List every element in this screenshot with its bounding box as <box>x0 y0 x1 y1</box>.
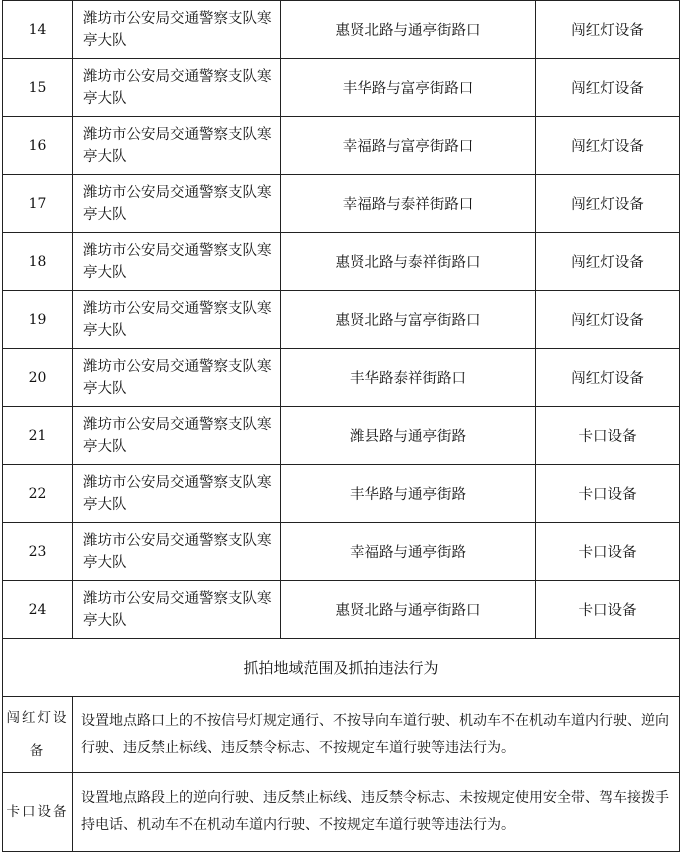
row-number: 19 <box>3 291 73 349</box>
enforcement-device-table <box>2 0 680 852</box>
row-number: 14 <box>3 1 73 59</box>
row-device: 闯红灯设备 <box>536 175 680 233</box>
section-title: 抓拍地域范围及抓拍违法行为 <box>3 639 680 697</box>
row-device: 卡口设备 <box>536 407 680 465</box>
section-header-row <box>3 639 680 697</box>
row-location: 丰华路与通亭街路 <box>281 465 536 523</box>
row-device: 卡口设备 <box>536 523 680 581</box>
row-location: 惠贤北路与富亭街路口 <box>281 291 536 349</box>
row-number: 23 <box>3 523 73 581</box>
device-rows <box>3 1 680 639</box>
row-number: 22 <box>3 465 73 523</box>
table-row <box>3 233 680 291</box>
table-row <box>3 349 680 407</box>
row-number: 20 <box>3 349 73 407</box>
description-label: 卡口设备 <box>3 773 73 852</box>
description-label: 闯红灯设备 <box>3 697 73 773</box>
row-device: 闯红灯设备 <box>536 233 680 291</box>
row-device: 闯红灯设备 <box>536 349 680 407</box>
row-unit: 潍坊市公安局交通警察支队寒亭大队 <box>73 291 281 349</box>
row-location: 幸福路与富亭街路口 <box>281 117 536 175</box>
table-row <box>3 407 680 465</box>
row-number: 21 <box>3 407 73 465</box>
row-location: 惠贤北路与泰祥街路口 <box>281 233 536 291</box>
row-location: 幸福路与通亭街路 <box>281 523 536 581</box>
row-unit: 潍坊市公安局交通警察支队寒亭大队 <box>73 523 281 581</box>
description-row <box>3 773 680 852</box>
row-device: 卡口设备 <box>536 581 680 639</box>
row-unit: 潍坊市公安局交通警察支队寒亭大队 <box>73 233 281 291</box>
table-row <box>3 465 680 523</box>
row-number: 24 <box>3 581 73 639</box>
table-row <box>3 59 680 117</box>
row-unit: 潍坊市公安局交通警察支队寒亭大队 <box>73 465 281 523</box>
row-number: 18 <box>3 233 73 291</box>
row-location: 丰华路泰祥街路口 <box>281 349 536 407</box>
row-unit: 潍坊市公安局交通警察支队寒亭大队 <box>73 175 281 233</box>
row-location: 潍县路与通亭街路 <box>281 407 536 465</box>
table-row <box>3 1 680 59</box>
row-device: 闯红灯设备 <box>536 117 680 175</box>
table-row <box>3 581 680 639</box>
row-device: 闯红灯设备 <box>536 1 680 59</box>
row-device: 闯红灯设备 <box>536 59 680 117</box>
row-number: 17 <box>3 175 73 233</box>
row-unit: 潍坊市公安局交通警察支队寒亭大队 <box>73 117 281 175</box>
description-text: 设置地点路段上的逆向行驶、违反禁止标线、违反禁令标志、未按规定使用安全带、驾车接拨手持电话、机动车不在机动车道内行驶、不按规定车道行驶等违法行为。 <box>73 773 680 852</box>
table-row <box>3 117 680 175</box>
table-row <box>3 523 680 581</box>
row-unit: 潍坊市公安局交通警察支队寒亭大队 <box>73 581 281 639</box>
row-unit: 潍坊市公安局交通警察支队寒亭大队 <box>73 349 281 407</box>
scope-section <box>3 639 680 852</box>
table-row <box>3 291 680 349</box>
table-row <box>3 175 680 233</box>
row-number: 15 <box>3 59 73 117</box>
row-location: 惠贤北路与通亭街路口 <box>281 1 536 59</box>
row-device: 闯红灯设备 <box>536 291 680 349</box>
row-location: 幸福路与泰祥街路口 <box>281 175 536 233</box>
description-text: 设置地点路口上的不按信号灯规定通行、不按导向车道行驶、机动车不在机动车道内行驶、逆向行驶、违反禁止标线、违反禁令标志、不按规定车道行驶等违法行为。 <box>73 697 680 773</box>
row-location: 丰华路与富亭街路口 <box>281 59 536 117</box>
row-device: 卡口设备 <box>536 465 680 523</box>
row-unit: 潍坊市公安局交通警察支队寒亭大队 <box>73 407 281 465</box>
row-number: 16 <box>3 117 73 175</box>
row-location: 惠贤北路与通亭街路口 <box>281 581 536 639</box>
row-unit: 潍坊市公安局交通警察支队寒亭大队 <box>73 1 281 59</box>
row-unit: 潍坊市公安局交通警察支队寒亭大队 <box>73 59 281 117</box>
description-row <box>3 697 680 773</box>
